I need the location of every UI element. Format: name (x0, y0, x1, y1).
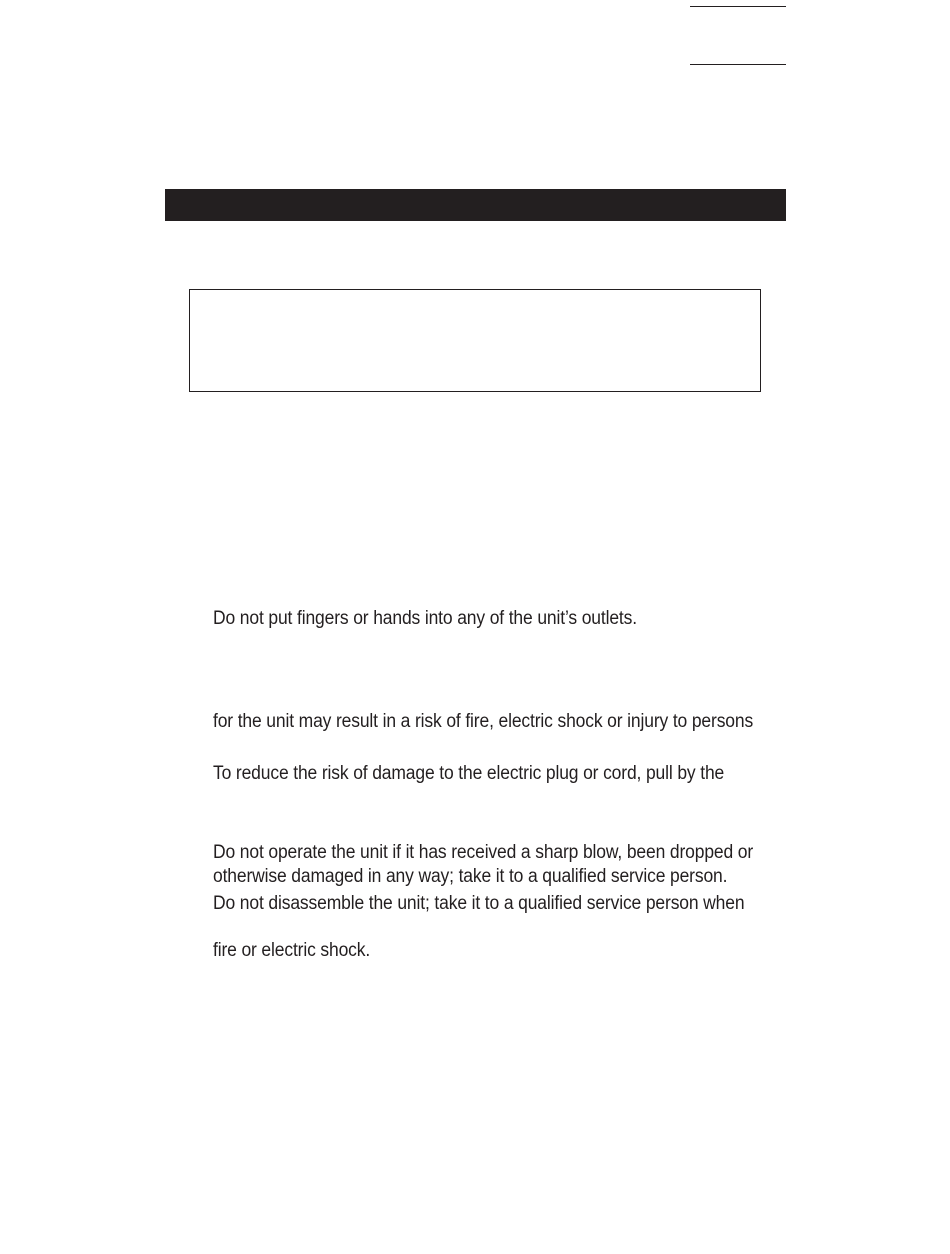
instruction-line: fire or electric shock. (213, 940, 371, 961)
instruction-line: otherwise damaged in any way; take it to a qualified service person. (213, 866, 728, 887)
instruction-line: Do not disassemble the unit; take it to a qualified service person when (213, 893, 745, 914)
instruction-line: for the unit may result in a risk of fire, electric shock or injury to persons (213, 711, 754, 732)
header-rule-top (690, 6, 786, 7)
instruction-line: Do not operate the unit if it has received a sharp blow, been dropped or (213, 842, 754, 863)
notice-box (189, 289, 761, 392)
header-rule-bottom (690, 64, 786, 65)
instruction-line: To reduce the risk of damage to the electric plug or cord, pull by the (213, 763, 725, 784)
instruction-line: Do not put fingers or hands into any of the unit’s outlets. (213, 608, 637, 629)
section-header-bar (165, 189, 786, 221)
